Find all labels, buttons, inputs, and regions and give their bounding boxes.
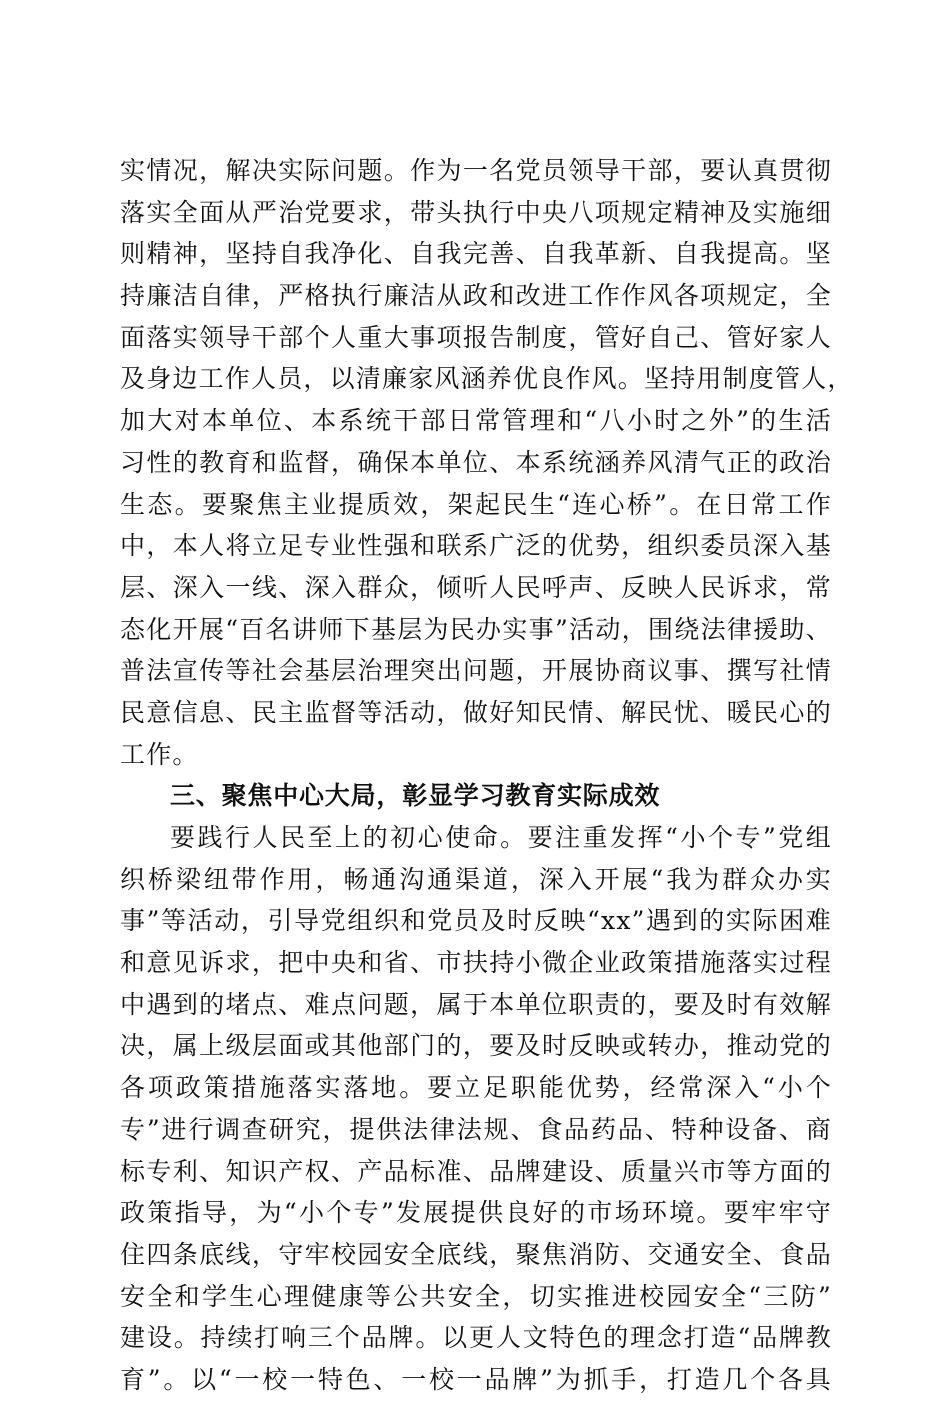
- body-line: 中，本人将立足专业性强和联系广泛的优势，组织委员深入基: [120, 531, 832, 561]
- body-line: 及身边工作人员，以清廉家风涵养优良作风。坚持用制度管人，: [120, 364, 854, 394]
- section-heading: 三、聚焦中心大局，彰显学习教育实际成效: [170, 781, 661, 811]
- body-line: 安全和学生心理健康等公共安全，切实推进校园安全“三防”: [120, 1281, 832, 1311]
- body-line: 生态。要聚焦主业提质效，架起民生“连心桥”。在日常工作: [120, 489, 832, 519]
- body-line: 工作。: [120, 739, 199, 769]
- body-line: 要践行人民至上的初心使命。要注重发挥“小个专”党组: [170, 823, 832, 852]
- body-line: 层、深入一线、深入群众，倾听人民呼声、反映人民诉求，常: [120, 572, 832, 602]
- document-body: [120, 150, 854, 1401]
- body-line: 建设。持续打响三个品牌。以更人文特色的理念打造“品牌教: [120, 1323, 832, 1353]
- body-line: 习性的教育和监督，确保本单位、本系统涵养风清气正的政治: [120, 447, 832, 477]
- body-line: 中遇到的堵点、难点问题，属于本单位职责的，要及时有效解: [120, 989, 832, 1019]
- body-line: 持廉洁自律，严格执行廉洁从政和改进工作作风各项规定，全: [120, 281, 832, 311]
- body-line: 专”进行调查研究，提供法律法规、食品药品、特种设备、商: [120, 1114, 832, 1144]
- body-line: 则精神，坚持自我净化、自我完善、自我革新、自我提高。坚: [120, 239, 832, 269]
- body-line: 民意信息、民主监督等活动，做好知民情、解民忧、暖民心的: [120, 697, 832, 727]
- body-line: 政策指导，为“小个专”发展提供良好的市场环境。要牢牢守: [120, 1198, 832, 1228]
- body-line: 事”等活动，引导党组织和党员及时反映“xx”遇到的实际困难: [120, 906, 832, 936]
- body-line: 面落实领导干部个人重大事项报告制度，管好自己、管好家人: [120, 322, 832, 352]
- body-line: 实情况，解决实际问题。作为一名党员领导干部，要认真贯彻: [120, 156, 832, 185]
- body-line: 标专利、知识产权、产品标准、品牌建设、质量兴市等方面的: [120, 1156, 832, 1186]
- body-line: 育”。以“一校一特色、一校一品牌”为抓手，打造几个各具: [120, 1364, 832, 1394]
- body-line: 普法宣传等社会基层治理突出问题，开展协商议事、撰写社情: [120, 656, 832, 686]
- body-line: 态化开展“百名讲师下基层为民办实事”活动，围绕法律援助、: [120, 614, 832, 644]
- body-line: 织桥梁纽带作用，畅通沟通渠道，深入开展“我为群众办实: [120, 864, 832, 894]
- body-line: 决，属上级层面或其他部门的，要及时反映或转办，推动党的: [120, 1031, 832, 1061]
- body-line: 住四条底线，守牢校园安全底线，聚焦消防、交通安全、食品: [120, 1239, 832, 1269]
- body-line: 各项政策措施落实落地。要立足职能优势，经常深入“小个: [120, 1073, 832, 1103]
- body-line: 加大对本单位、本系统干部日常管理和“八小时之外”的生活: [120, 406, 832, 436]
- body-line: 落实全面从严治党要求，带头执行中央八项规定精神及实施细: [120, 197, 832, 227]
- body-line: 和意见诉求，把中央和省、市扶持小微企业政策措施落实过程: [120, 948, 832, 978]
